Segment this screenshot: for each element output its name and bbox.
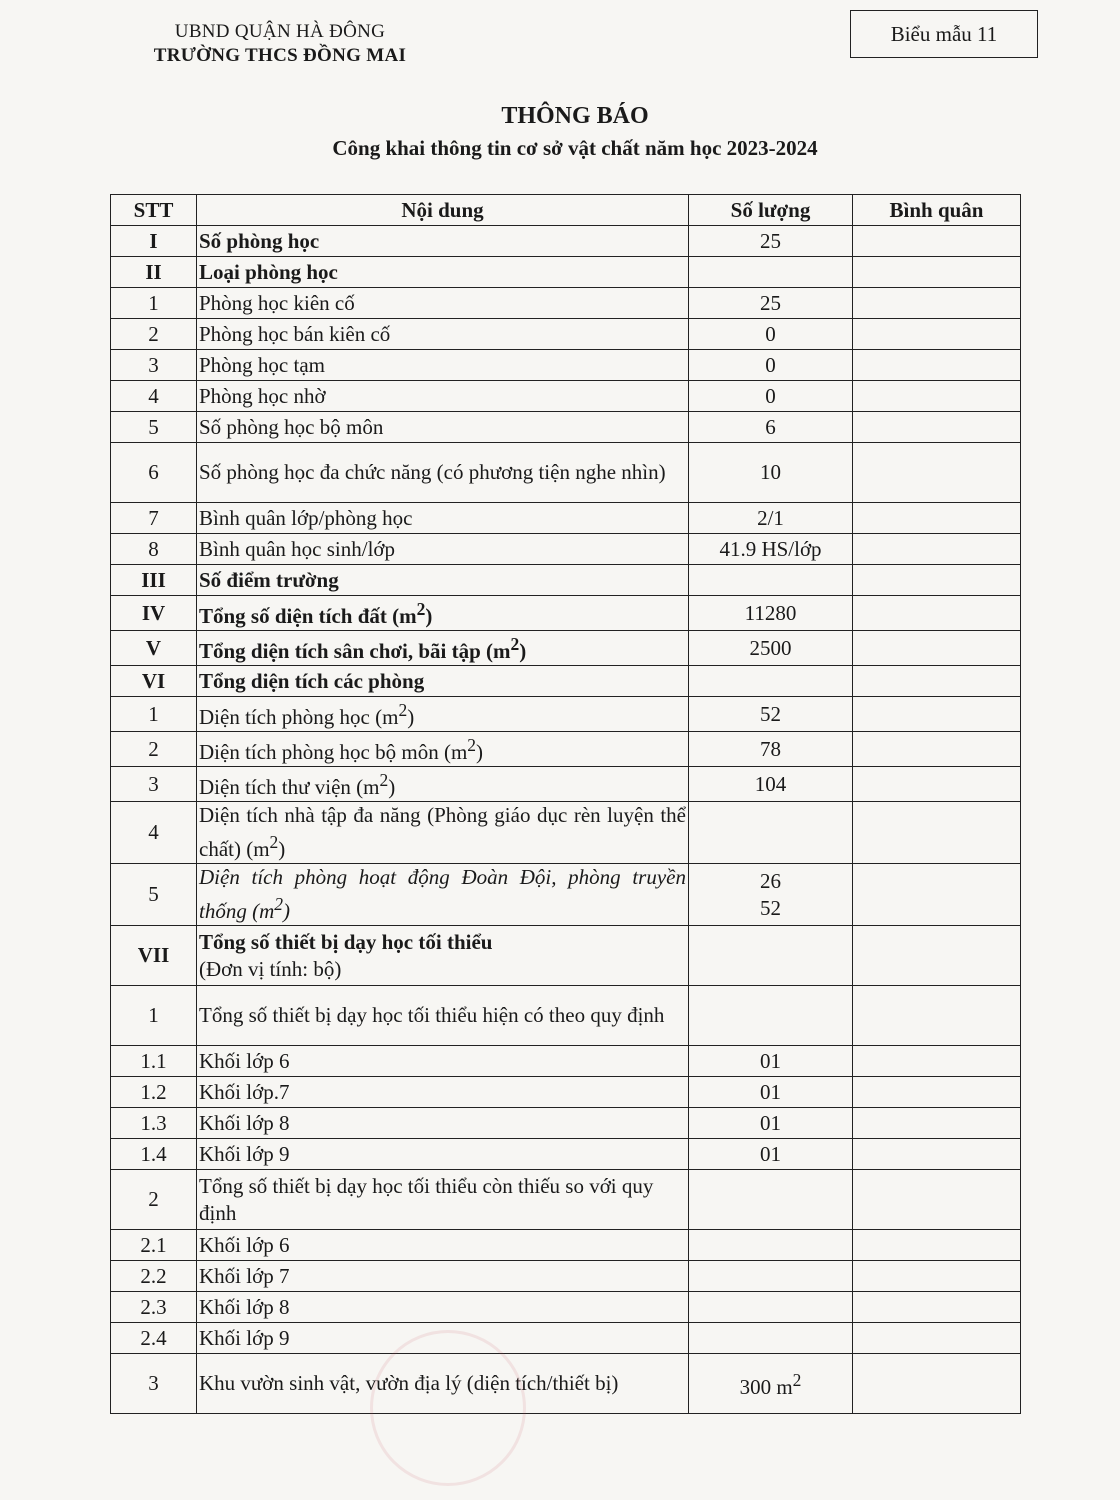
- row-average: [853, 1139, 1021, 1170]
- row-content: Khối lớp 6: [197, 1230, 689, 1261]
- row-content: Khối lớp 8: [197, 1108, 689, 1139]
- row-stt: 1: [111, 697, 197, 732]
- unit-superscript: 2: [792, 1369, 802, 1390]
- row-stt: 2.1: [111, 1230, 197, 1261]
- document-subtitle: Công khai thông tin cơ sở vật chất năm học 2023-2024: [332, 136, 818, 160]
- table-row: [111, 732, 1021, 767]
- row-stt: 1: [111, 288, 197, 319]
- document-title: THÔNG BÁO: [501, 103, 649, 129]
- row-average: [853, 1261, 1021, 1292]
- table-row: [111, 596, 1021, 631]
- row-content: Phòng học tạm: [197, 350, 689, 381]
- table-row: [111, 986, 1021, 1046]
- row-content: [197, 767, 689, 802]
- row-average: [853, 565, 1021, 596]
- row-stt: 2.2: [111, 1261, 197, 1292]
- row-quantity: 41.9 HS/lớp: [689, 534, 853, 565]
- table-row: [111, 666, 1021, 697]
- row-quantity: 01: [689, 1108, 853, 1139]
- row-stt: 1: [111, 986, 197, 1046]
- row-average: [853, 926, 1021, 986]
- row-quantity: [689, 1170, 853, 1230]
- row-stt: 4: [111, 381, 197, 412]
- row-average: [853, 1292, 1021, 1323]
- table-row: [111, 1323, 1021, 1354]
- row-content: [197, 697, 689, 732]
- row-content-tail: ): [283, 899, 290, 923]
- unit-superscript: 2: [274, 894, 283, 914]
- table-row: [111, 288, 1021, 319]
- row-content: Số phòng học bộ môn: [197, 412, 689, 443]
- row-content: Khối lớp 8: [197, 1292, 689, 1323]
- table-row: [111, 697, 1021, 732]
- row-quantity-line1: 26: [760, 868, 781, 893]
- agency-name: UBND QUẬN HÀ ĐÔNG: [174, 21, 386, 42]
- row-content: Tổng số thiết bị dạy học tối thiểu hiện có theo quy định: [197, 986, 689, 1046]
- table-row: [111, 257, 1021, 288]
- row-content-text: Diện tích nhà tập đa năng (Phòng giáo dục rèn luyện thể chất) (m: [199, 803, 686, 861]
- row-content: [197, 926, 689, 986]
- table-header-row: [111, 195, 1021, 226]
- row-content-tail: ): [425, 604, 433, 628]
- row-content: Số điểm trường: [197, 565, 689, 596]
- row-content: Loại phòng học: [197, 257, 689, 288]
- school-name: TRƯỜNG THCS ĐỒNG MAI: [153, 45, 407, 66]
- row-content: Khối lớp 7: [197, 1261, 689, 1292]
- row-stt: 6: [111, 443, 197, 503]
- table-row: [111, 631, 1021, 666]
- table-row: [111, 1108, 1021, 1139]
- row-content: Khối lớp 9: [197, 1323, 689, 1354]
- row-quantity: 0: [689, 350, 853, 381]
- row-content: Khối lớp.7: [197, 1077, 689, 1108]
- row-content: Phòng học kiên cố: [197, 288, 689, 319]
- row-average: [853, 534, 1021, 565]
- row-stt: 3: [111, 767, 197, 802]
- row-quantity: 2/1: [689, 503, 853, 534]
- row-quantity: 104: [689, 767, 853, 802]
- row-average: [853, 596, 1021, 631]
- row-content-text: Tổng diện tích sân chơi, bãi tập (m: [199, 639, 511, 663]
- row-stt: 7: [111, 503, 197, 534]
- row-content: Tổng diện tích các phòng: [197, 666, 689, 697]
- row-content: [197, 631, 689, 666]
- table-row: [111, 1230, 1021, 1261]
- row-average: [853, 732, 1021, 767]
- row-average: [853, 412, 1021, 443]
- row-average: [853, 503, 1021, 534]
- row-average: [853, 1230, 1021, 1261]
- row-content-text: Diện tích phòng hoạt động Đoàn Đội, phòng truyền thống (m: [199, 865, 686, 923]
- table-row: [111, 767, 1021, 802]
- row-average: [853, 802, 1021, 864]
- row-quantity: 0: [689, 319, 853, 350]
- row-average: [853, 381, 1021, 412]
- row-stt: 2: [111, 1170, 197, 1230]
- table-row: [111, 1292, 1021, 1323]
- header-average: Bình quân: [853, 195, 1021, 226]
- row-stt: 2.4: [111, 1323, 197, 1354]
- row-average: [853, 1323, 1021, 1354]
- unit-superscript: 2: [269, 832, 279, 852]
- row-average: [853, 288, 1021, 319]
- row-quantity: [689, 1230, 853, 1261]
- row-quantity: [689, 565, 853, 596]
- table-row: [111, 226, 1021, 257]
- row-stt: 1.2: [111, 1077, 197, 1108]
- table-row: [111, 1261, 1021, 1292]
- row-content: Số phòng học: [197, 226, 689, 257]
- row-quantity: 52: [689, 697, 853, 732]
- row-quantity: [689, 1261, 853, 1292]
- facilities-table: [110, 194, 1021, 1414]
- row-average: [853, 226, 1021, 257]
- row-average: [853, 1108, 1021, 1139]
- row-stt: IV: [111, 596, 197, 631]
- issuing-agency-block: [120, 20, 440, 68]
- row-stt: V: [111, 631, 197, 666]
- row-content: Phòng học nhờ: [197, 381, 689, 412]
- row-average: [853, 767, 1021, 802]
- row-content: Khối lớp 6: [197, 1046, 689, 1077]
- row-content-text: Diện tích thư viện (m: [199, 775, 380, 799]
- row-stt: 2: [111, 319, 197, 350]
- row-quantity: [689, 666, 853, 697]
- row-average: [853, 864, 1021, 926]
- table-row: [111, 319, 1021, 350]
- row-stt: 5: [111, 864, 197, 926]
- row-content-text: Diện tích phòng học bộ môn (m: [199, 740, 468, 764]
- table-row: [111, 412, 1021, 443]
- row-content: Số phòng học đa chức năng (có phương tiện nghe nhìn): [197, 443, 689, 503]
- row-quantity: 6: [689, 412, 853, 443]
- row-average: [853, 666, 1021, 697]
- table-row: [111, 381, 1021, 412]
- row-content-unit: (Đơn vị tính: bộ): [199, 956, 342, 981]
- table-row: [111, 1170, 1021, 1230]
- row-content-tail: ): [519, 639, 527, 663]
- row-stt: VI: [111, 666, 197, 697]
- table-row: [111, 443, 1021, 503]
- unit-superscript: 2: [510, 634, 520, 654]
- row-average: [853, 697, 1021, 732]
- header-stt: STT: [111, 195, 197, 226]
- row-content: Bình quân học sinh/lớp: [197, 534, 689, 565]
- row-content-text: Diện tích phòng học (m: [199, 705, 399, 729]
- row-quantity-line2: 52: [760, 895, 781, 920]
- unit-superscript: 2: [398, 700, 408, 720]
- header-content: Nội dung: [197, 195, 689, 226]
- table-row: [111, 864, 1021, 926]
- row-quantity: 11280: [689, 596, 853, 631]
- row-average: [853, 1077, 1021, 1108]
- table-row: [111, 1046, 1021, 1077]
- row-quantity: [689, 257, 853, 288]
- header-quantity: Số lượng: [689, 195, 853, 226]
- row-content: Khu vườn sinh vật, vườn địa lý (diện tích/thiết bị): [197, 1354, 689, 1414]
- row-content-tail: ): [278, 837, 286, 861]
- row-content-text: Tổng số thiết bị dạy học tối thiểu: [199, 929, 493, 954]
- row-quantity: [689, 864, 853, 926]
- row-content: Phòng học bán kiên cố: [197, 319, 689, 350]
- row-quantity: 01: [689, 1077, 853, 1108]
- unit-superscript: 2: [379, 770, 389, 790]
- unit-superscript: 2: [467, 735, 477, 755]
- row-stt: VII: [111, 926, 197, 986]
- row-quantity: [689, 926, 853, 986]
- row-quantity: 0: [689, 381, 853, 412]
- row-average: [853, 319, 1021, 350]
- row-quantity: 2500: [689, 631, 853, 666]
- row-content: [197, 596, 689, 631]
- table-row: [111, 926, 1021, 986]
- row-content: [197, 802, 689, 864]
- row-content-text: Tổng số diện tích đất (m: [199, 604, 417, 628]
- row-stt: 2: [111, 732, 197, 767]
- table-row: [111, 1077, 1021, 1108]
- row-content-tail: ): [388, 775, 396, 799]
- unit-superscript: 2: [416, 599, 426, 619]
- row-stt: 3: [111, 1354, 197, 1414]
- row-quantity-value: 300 m: [739, 1374, 793, 1399]
- row-quantity: 25: [689, 226, 853, 257]
- row-average: [853, 443, 1021, 503]
- row-stt: 1.1: [111, 1046, 197, 1077]
- row-quantity: 10: [689, 443, 853, 503]
- table-row: [111, 1139, 1021, 1170]
- row-content: Bình quân lớp/phòng học: [197, 503, 689, 534]
- row-quantity: [689, 986, 853, 1046]
- form-number-box: Biểu mẫu 11: [850, 10, 1038, 58]
- row-quantity: 78: [689, 732, 853, 767]
- table-row: [111, 534, 1021, 565]
- row-average: [853, 1354, 1021, 1414]
- row-stt: 5: [111, 412, 197, 443]
- row-stt: II: [111, 257, 197, 288]
- row-content: Khối lớp 9: [197, 1139, 689, 1170]
- row-stt: 2.3: [111, 1292, 197, 1323]
- table-row: [111, 503, 1021, 534]
- row-content-tail: ): [407, 705, 415, 729]
- row-stt: 1.4: [111, 1139, 197, 1170]
- row-quantity: 01: [689, 1139, 853, 1170]
- row-average: [853, 1046, 1021, 1077]
- table-row: [111, 1354, 1021, 1414]
- row-quantity: [689, 1323, 853, 1354]
- row-average: [853, 986, 1021, 1046]
- row-quantity: [689, 1292, 853, 1323]
- row-stt: III: [111, 565, 197, 596]
- row-quantity: 01: [689, 1046, 853, 1077]
- table-row: [111, 802, 1021, 864]
- row-stt: 4: [111, 802, 197, 864]
- row-stt: I: [111, 226, 197, 257]
- row-average: [853, 1170, 1021, 1230]
- row-content-tail: ): [476, 740, 484, 764]
- row-content: Tổng số thiết bị dạy học tối thiểu còn thiếu so với quy định: [197, 1170, 689, 1230]
- row-stt: 8: [111, 534, 197, 565]
- row-stt: 1.3: [111, 1108, 197, 1139]
- table-row: [111, 565, 1021, 596]
- row-quantity: [689, 802, 853, 864]
- row-average: [853, 350, 1021, 381]
- table-row: [111, 350, 1021, 381]
- row-stt: 3: [111, 350, 197, 381]
- row-quantity: [689, 1354, 853, 1414]
- row-content: [197, 732, 689, 767]
- row-average: [853, 631, 1021, 666]
- row-content: [197, 864, 689, 926]
- row-quantity: 25: [689, 288, 853, 319]
- row-average: [853, 257, 1021, 288]
